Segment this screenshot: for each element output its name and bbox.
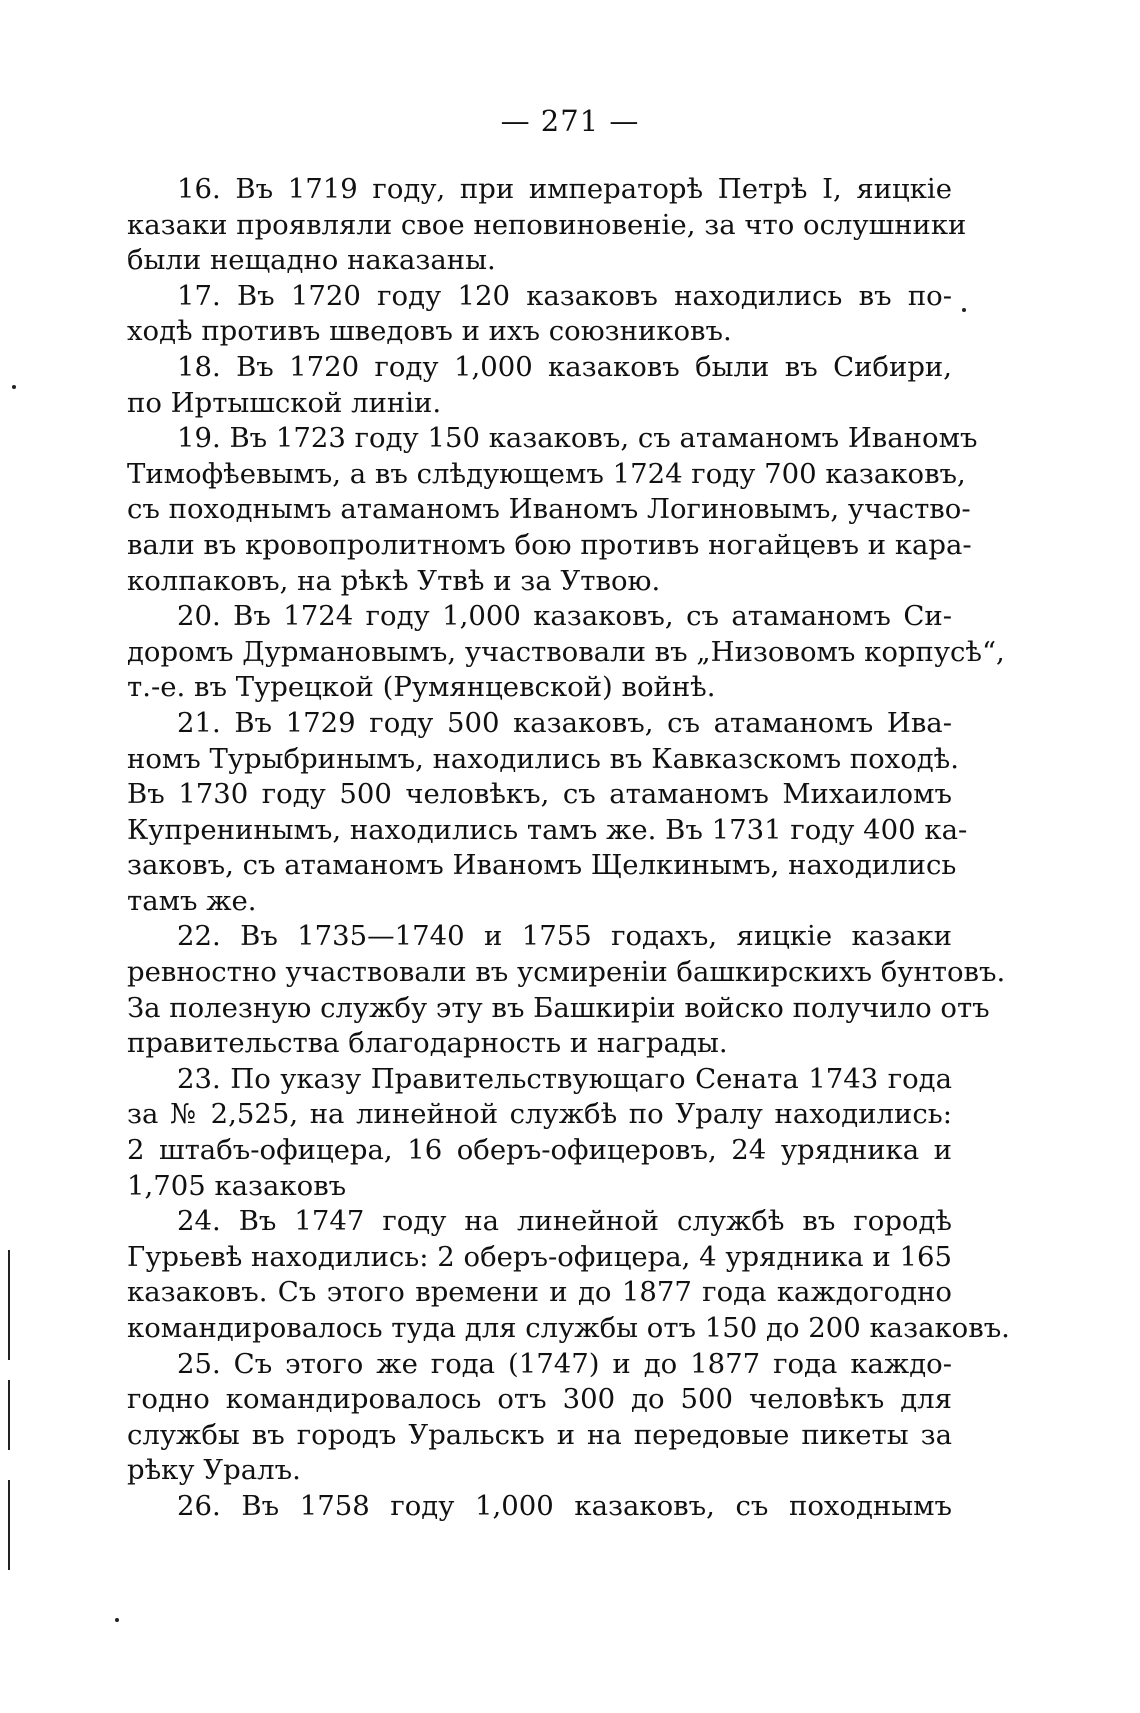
page-number: — 271 — [500, 104, 640, 138]
text-line: 2 штабъ-офицера, 16 оберъ-офицеровъ, 24 урядника и [127, 1134, 952, 1167]
scan-dot [12, 385, 16, 389]
text-line: за № 2,525, на линейной службѣ по Уралу находились: [127, 1098, 952, 1131]
text-line: 26. Въ 1758 году 1,000 казаковъ, съ походнымъ [177, 1489, 952, 1522]
text-line: 22. Въ 1735—1740 и 1755 годахъ, яицкіе казаки [177, 920, 952, 953]
paragraph [127, 599, 1005, 706]
text-line: колпаковъ, на рѣкѣ Утвѣ и за Утвою. [127, 564, 661, 597]
text-line: Тимофѣевымъ, а въ слѣдующемъ 1724 году 700 казаковъ, [127, 457, 966, 490]
text-line: 17. Въ 1720 году 120 казаковъ находились въ по- [177, 279, 952, 312]
paragraph [127, 172, 967, 279]
text-line: доромъ Дурмановымъ, участвовали въ „Низовомъ корпусѣ“, [127, 635, 1005, 668]
scan-dot [115, 1618, 119, 1622]
scan-dot [962, 308, 966, 312]
text-line: 21. Въ 1729 году 500 казаковъ, съ атаманомъ Ива- [177, 706, 952, 739]
paragraph [127, 706, 968, 920]
text-line: вали въ кровопролитномъ бою противъ ногайцевъ и кара- [127, 528, 972, 561]
paragraph [127, 350, 952, 421]
text-line: 18. Въ 1720 году 1,000 казаковъ были въ Сибири, [177, 350, 952, 383]
text-line: 24. Въ 1747 году на линейной службѣ въ городѣ [177, 1205, 952, 1238]
text-line: службы въ городъ Уральскъ и на передовые пикеты за [127, 1418, 952, 1451]
text-line: За полезную службу эту въ Башкиріи войско получило отъ [127, 991, 990, 1024]
paragraph [127, 279, 952, 350]
text-line: Купренинымъ, находились тамъ же. Въ 1731 году 400 ка- [127, 813, 968, 846]
text-line: 16. Въ 1719 году, при императорѣ Петрѣ I, яицкіе [177, 173, 952, 205]
text-line: 23. По указу Правительствующаго Сената 1743 года [177, 1062, 952, 1095]
text-line: 20. Въ 1724 году 1,000 казаковъ, съ атаманомъ Си- [177, 600, 952, 633]
text-line: казаки проявляли свое неповиновеніе, за что ослушники [127, 208, 967, 241]
text-line: съ походнымъ атаманомъ Иваномъ Логиновымъ, участво- [127, 493, 971, 526]
scan-margin-mark [8, 1480, 10, 1570]
body-text [127, 172, 1010, 1525]
text-line: Въ 1730 году 500 человѣкъ, съ атаманомъ Михаиломъ [127, 778, 952, 811]
text-line: тамъ же. [127, 884, 257, 917]
text-line: по Иртышской линіи. [127, 386, 442, 419]
scan-margin-mark [8, 1250, 10, 1360]
text-line: рѣку Уралъ. [127, 1454, 301, 1487]
text-line: Гурьевѣ находились: 2 оберъ-офицера, 4 урядника и 165 [127, 1240, 952, 1273]
text-line: ходѣ противъ шведовъ и ихъ союзниковъ. [127, 315, 732, 348]
paragraph [127, 1489, 952, 1525]
text-line: были нещадно наказаны. [127, 244, 496, 277]
text-line: т.-е. въ Турецкой (Румянцевской) войнѣ. [127, 671, 716, 704]
text-line: ревностно участвовали въ усмиреніи башкирскихъ бунтовъ. [127, 956, 1006, 989]
paragraph [127, 1347, 952, 1489]
text-line: правительства благодарность и награды. [127, 1027, 728, 1060]
paragraph [127, 421, 978, 599]
text-line: 1,705 казаковъ [127, 1169, 347, 1202]
paragraph [127, 1062, 952, 1204]
scan-margin-mark [8, 1380, 10, 1450]
text-line: 25. Съ этого же года (1747) и до 1877 года каждо- [177, 1347, 952, 1380]
text-line: номъ Турыбринымъ, находились въ Кавказскомъ походѣ. [127, 742, 960, 775]
text-line: заковъ, съ атаманомъ Иваномъ Щелкинымъ, находились [127, 849, 957, 882]
text-line: годно командировалось отъ 300 до 500 человѣкъ для [127, 1383, 952, 1416]
text-line: командировалось туда для службы отъ 150 до 200 казаковъ. [127, 1312, 1010, 1344]
paragraph [127, 919, 1006, 1061]
text-line: 19. Въ 1723 году 150 казаковъ, съ атаманомъ Иваномъ [177, 422, 978, 455]
text-line: казаковъ. Съ этого времени и до 1877 года каждогодно [127, 1276, 952, 1309]
paragraph [127, 1204, 1010, 1346]
